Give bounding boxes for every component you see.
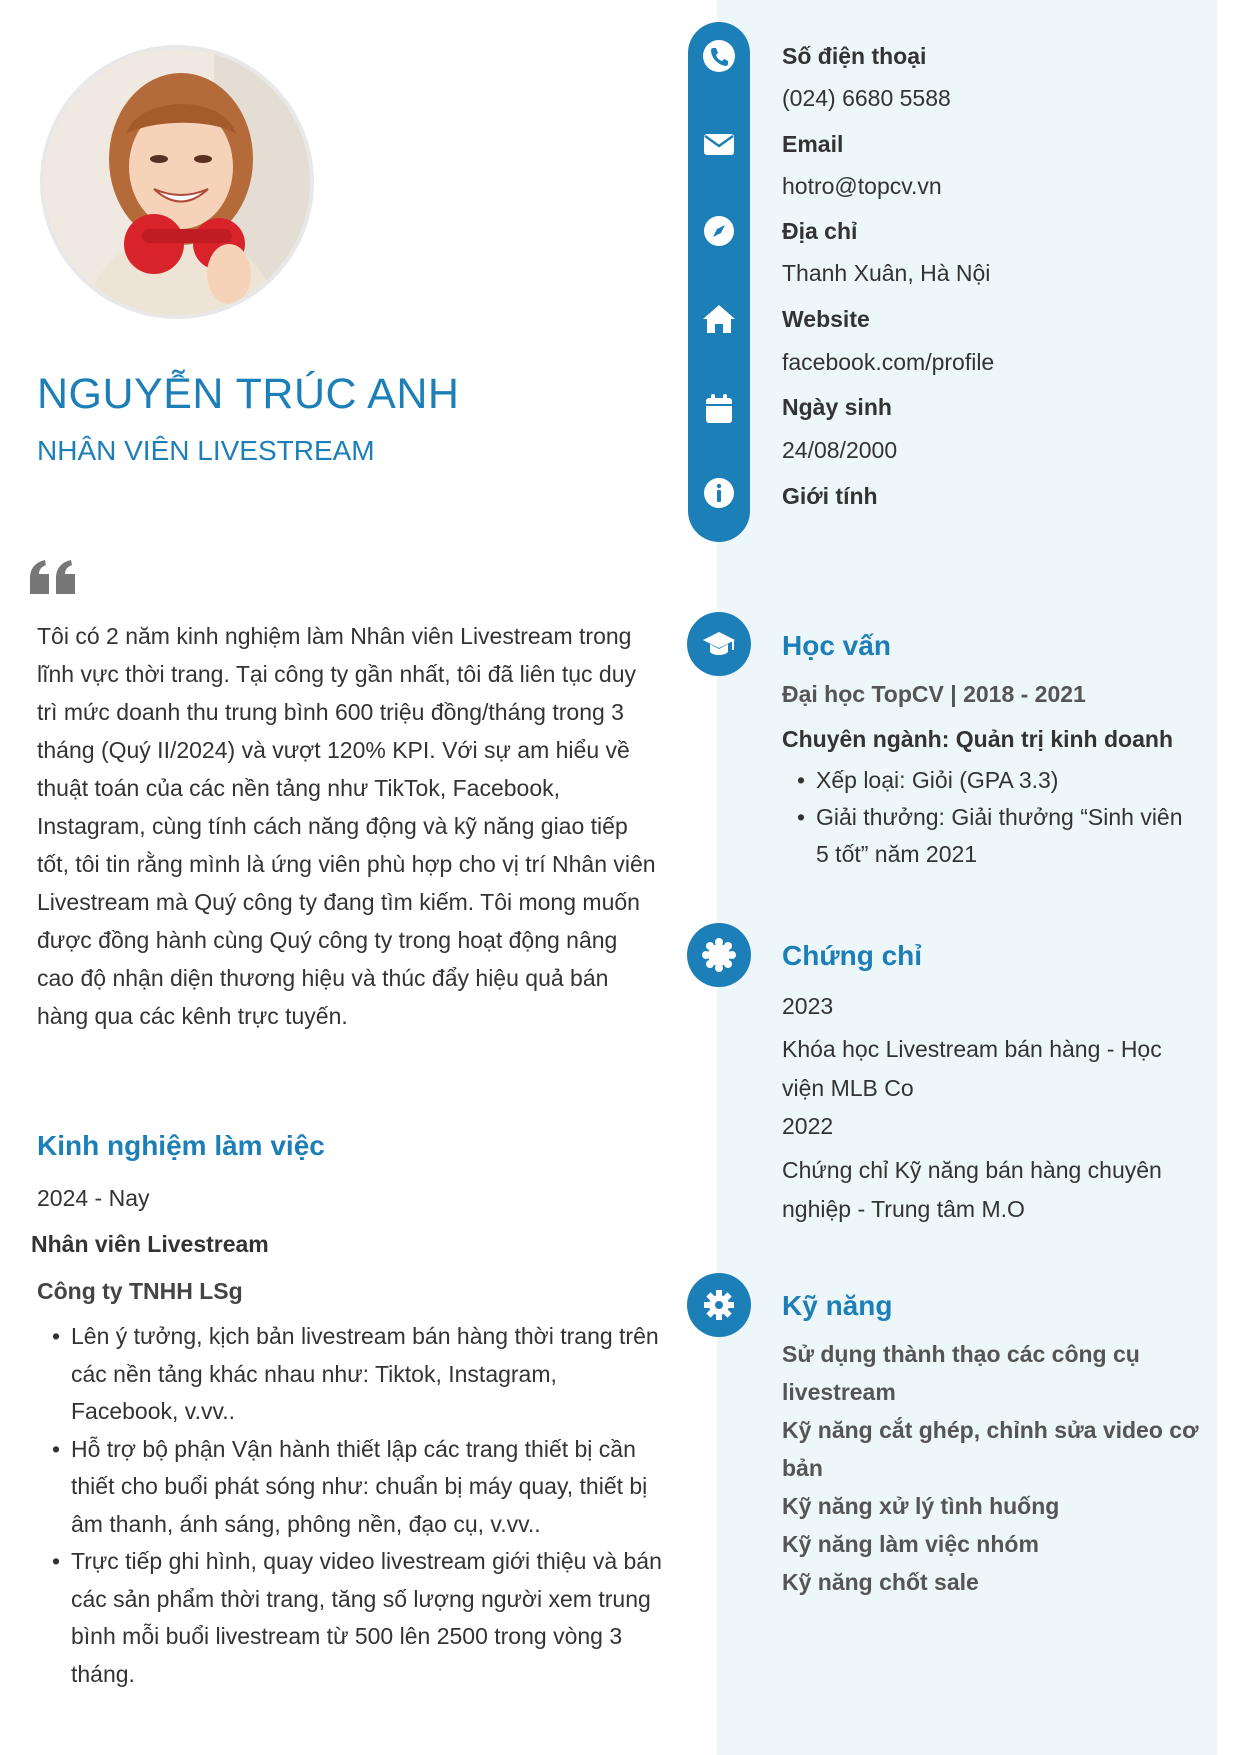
email-label: Email (782, 131, 844, 157)
address-value: Thanh Xuân, Hà Nội (782, 260, 991, 286)
summary-text: Tôi có 2 năm kinh nghiệm làm Nhân viên Livestream trong lĩnh vực thời trang. Tại công ty gần nhất, tôi đã liên tục duy trì mức doanh thu trung bình 600 triệu đồng/tháng trong 3 tháng (Quý II/2024) và vượt 120% KPI. Với sự am hiểu về thuật toán của các nền tảng như TikTok, Facebook, Instagram, cùng tính cách năng động và kỹ năng giao tiếp tốt, tôi tin rằng mình là ứng viên phù hợp cho vị trí Nhân viên Livestream mà Quý công ty đang tìm kiếm. Tôi mong muốn được đồng hành cùng Quý công ty trong hoạt động nâng cao độ nhận diện thương hiệu và thúc đẩy hiệu quả bán hàng qua các kênh trực tuyến. (37, 623, 656, 1029)
skill-item: Kỹ năng làm việc nhóm (782, 1531, 1039, 1557)
gender-label: Giới tính (782, 483, 878, 509)
list-item: • Lên ý tưởng, kịch bản livestream bán hàng thời trang trên các nền tảng khác nhau như: Tiktok, Instagram, Facebook, v.vv.. (52, 1318, 662, 1431)
experience-period: 2024 - Nay (37, 1185, 150, 1211)
education-list (797, 762, 1197, 873)
calendar-icon (700, 390, 738, 428)
website-label: Website (782, 306, 870, 332)
skills-list (782, 1335, 1212, 1601)
education-heading: Học vấn (782, 630, 891, 661)
address-label: Địa chỉ (782, 218, 858, 244)
graduation-cap-icon (687, 612, 751, 676)
list-item: • Xếp loại: Giỏi (GPA 3.3) (797, 762, 1197, 799)
phone-icon (700, 37, 738, 75)
home-icon (700, 300, 738, 338)
list-item: • Trực tiếp ghi hình, quay video livestream giới thiệu và bán các sản phẩm thời trang, tăng số lượng người xem trung bình mỗi buổi livestream từ 500 lên 2500 trong vòng 3 tháng. (52, 1543, 662, 1693)
skill-item: Sử dụng thành thạo các công cụ livestream (782, 1341, 1140, 1405)
certificate-name: Khóa học Livestream bán hàng - Học viện MLB Co (782, 1036, 1162, 1101)
skill-item: Kỹ năng xử lý tình huống (782, 1493, 1060, 1519)
quote-icon (30, 560, 76, 601)
education-major: Chuyên ngành: Quản trị kinh doanh (782, 726, 1173, 752)
skill-item: Kỹ năng cắt ghép, chỉnh sửa video cơ bản (782, 1417, 1199, 1481)
phone-label: Số điện thoại (782, 43, 927, 69)
skills-heading: Kỹ năng (782, 1290, 893, 1321)
certificate-year: 2023 (782, 993, 834, 1019)
contact-bar (688, 22, 750, 542)
education-school: Đại học TopCV | 2018 - 2021 (782, 681, 1086, 707)
list-item: • Hỗ trợ bộ phận Vận hành thiết lập các trang thiết bị cần thiết cho buổi phát sóng như: chuẩn bị máy quay, thiết bị âm thanh, ánh sáng, phông nền, đạo cụ, v.vv.. (52, 1431, 662, 1544)
badge-icon (687, 923, 751, 987)
experience-role: Nhân viên Livestream (31, 1231, 269, 1257)
certificates-heading: Chứng chỉ (782, 940, 923, 971)
list-item: • Giải thưởng: Giải thưởng “Sinh viên 5 tốt” năm 2021 (797, 799, 1197, 873)
birthday-value: 24/08/2000 (782, 437, 898, 463)
avatar (40, 45, 314, 319)
experience-list (52, 1318, 662, 1693)
website-value: facebook.com/profile (782, 349, 995, 375)
certificate-year: 2022 (782, 1113, 834, 1139)
experience-company: Công ty TNHH LSg (37, 1278, 243, 1304)
compass-icon (700, 212, 738, 250)
phone-value: (024) 6680 5588 (782, 85, 951, 111)
experience-heading: Kinh nghiệm làm việc (37, 1130, 325, 1161)
email-icon (700, 125, 738, 163)
email-value: hotro@topcv.vn (782, 173, 942, 199)
birthday-label: Ngày sinh (782, 394, 892, 420)
candidate-title: NHÂN VIÊN LIVESTREAM (37, 435, 375, 466)
info-icon (700, 474, 738, 512)
skill-item: Kỹ năng chốt sale (782, 1569, 979, 1595)
candidate-name: NGUYỄN TRÚC ANH (37, 370, 460, 418)
gear-icon (687, 1273, 751, 1337)
certificate-name: Chứng chỉ Kỹ năng bán hàng chuyên nghiệp - Trung tâm M.O (782, 1157, 1162, 1222)
